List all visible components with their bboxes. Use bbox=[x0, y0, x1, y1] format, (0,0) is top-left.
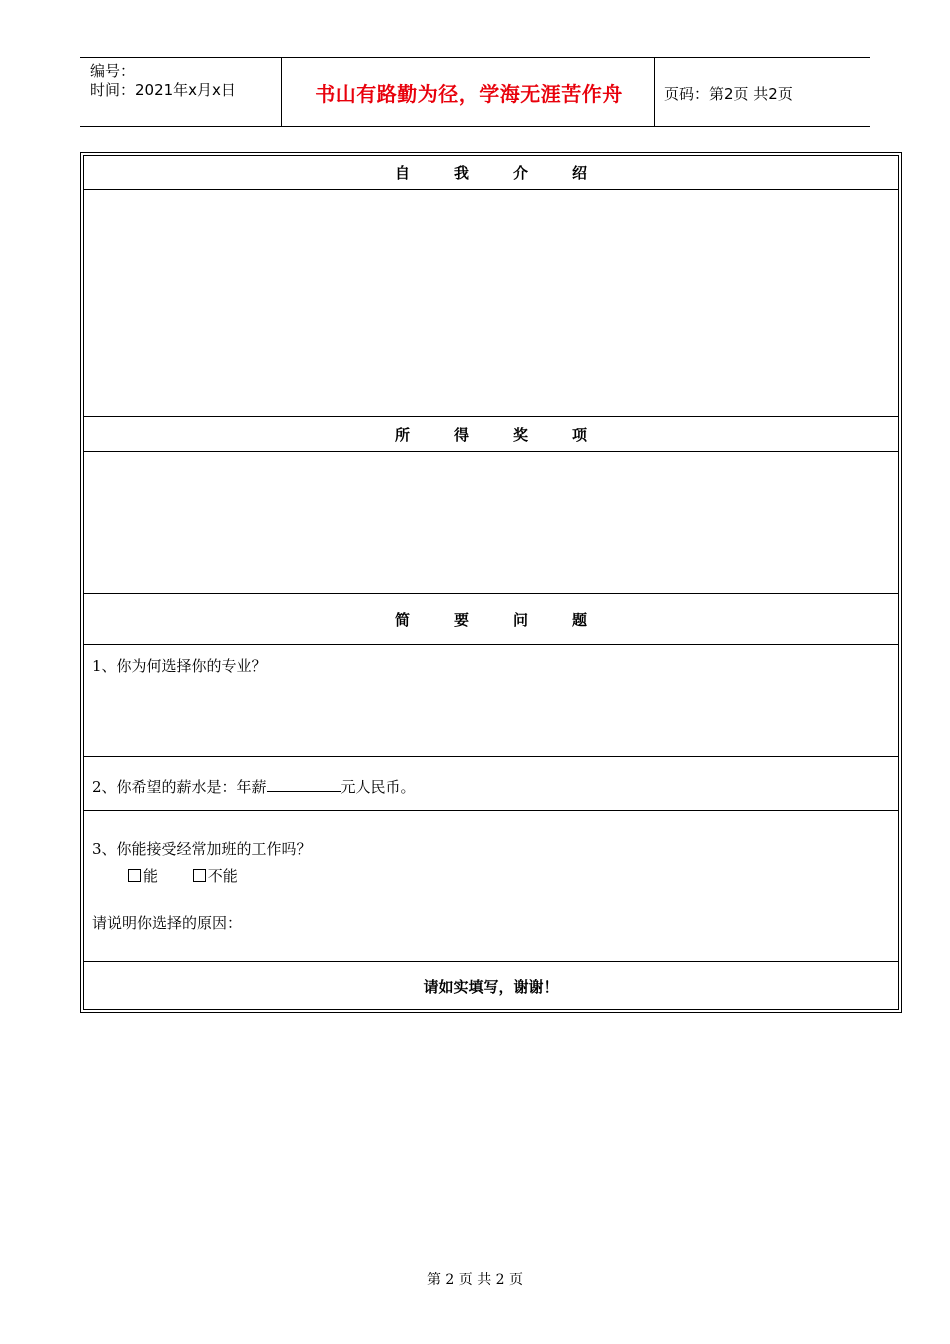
intro-title-row bbox=[84, 156, 898, 190]
question-3-row bbox=[84, 811, 898, 962]
questions-title-char: 要 bbox=[453, 610, 469, 629]
form-inner-border bbox=[83, 155, 899, 1010]
header-motto: 书山有路勤为径，学海无涯苦作舟 bbox=[315, 81, 623, 106]
awards-title-char: 所 bbox=[394, 425, 410, 444]
time-label: 时间：2021年x月x日 bbox=[90, 81, 236, 99]
closing-text: 请如实填写，谢谢！ bbox=[423, 978, 559, 996]
intro-title-char: 介 bbox=[513, 164, 529, 182]
questions-title-row bbox=[84, 594, 898, 645]
questions-title-char: 题 bbox=[572, 610, 588, 629]
option-no[interactable] bbox=[193, 867, 238, 885]
awards-title-char: 得 bbox=[453, 425, 469, 444]
intro-title-char: 我 bbox=[453, 164, 469, 182]
question-1-row[interactable] bbox=[84, 645, 898, 757]
question-2-prefix: 2、你希望的薪水是：年薪 bbox=[92, 778, 267, 796]
question-3-reason: 请说明你选择的原因： bbox=[92, 914, 243, 932]
intro-input-area[interactable] bbox=[84, 190, 898, 417]
header-divider bbox=[654, 58, 655, 126]
question-2-suffix: 元人民币。 bbox=[340, 778, 416, 796]
form-table bbox=[80, 152, 902, 1013]
option-yes-label: 能 bbox=[143, 867, 159, 885]
code-label: 编号： bbox=[90, 62, 136, 80]
awards-title-char: 项 bbox=[572, 425, 588, 444]
salary-blank-field[interactable] bbox=[267, 777, 341, 792]
question-3-options bbox=[92, 865, 898, 886]
header-meta bbox=[90, 62, 236, 100]
checkbox-icon[interactable] bbox=[128, 869, 141, 882]
awards-title-char: 奖 bbox=[513, 425, 529, 444]
header-page-info: 页码：第2页 共2页 bbox=[664, 85, 793, 103]
option-yes[interactable] bbox=[128, 867, 158, 885]
page-footer: 第 2 页 共 2 页 bbox=[426, 1272, 524, 1288]
page-header bbox=[80, 57, 870, 127]
awards-title-row bbox=[84, 417, 898, 452]
intro-title-char: 绍 bbox=[572, 164, 588, 182]
question-1-text: 1、你为何选择你的专业？ bbox=[92, 657, 267, 675]
questions-title-char: 简 bbox=[394, 610, 410, 629]
closing-row bbox=[84, 962, 898, 1011]
checkbox-icon[interactable] bbox=[193, 869, 206, 882]
option-no-label: 不能 bbox=[207, 867, 238, 885]
intro-title-char: 自 bbox=[394, 164, 410, 182]
questions-title-char: 问 bbox=[513, 610, 529, 629]
awards-input-area[interactable] bbox=[84, 452, 898, 594]
question-3-text: 3、你能接受经常加班的工作吗？ bbox=[92, 840, 312, 858]
question-2-row bbox=[84, 757, 898, 811]
